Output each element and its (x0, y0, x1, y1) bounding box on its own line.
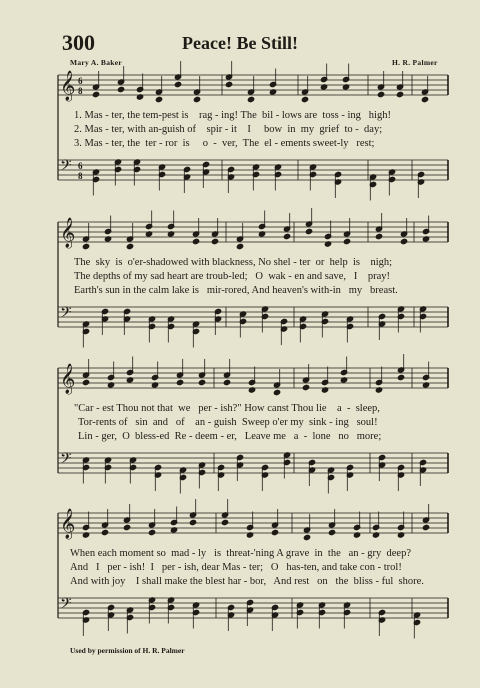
note-head (211, 238, 218, 244)
note-head (421, 96, 428, 102)
note-head (192, 238, 199, 244)
lyric-line-s3-v1: "Car - est Thou not that we per - ish?" How canst Thou lie a - sleep, (74, 403, 380, 414)
hymn-number: 300 (62, 30, 95, 55)
note-head (148, 529, 155, 535)
treble-clef-icon: 𝄞 (60, 364, 76, 394)
note-head (343, 238, 350, 244)
note-head (377, 91, 384, 97)
lyric-line-s4-v2: And I per - ish! I per - ish, dear Mas - ter; O has-ten, and take con - trol! (70, 562, 402, 573)
lyric-line-s1-v1: 1. Mas - ter, the tem-pest is rag - ing! The bil - lows are toss - ing high! (74, 110, 391, 121)
note-head (302, 384, 309, 390)
note-head (273, 389, 280, 395)
treble-clef-icon: 𝄞 (60, 71, 76, 101)
permission-footer: Used by permission of H. R. Palmer (70, 646, 185, 655)
lyric-line-s4-v3: And with joy I shall make the blest har - bor, And rest on the bliss - ful shore. (70, 576, 424, 587)
note-head (198, 379, 205, 385)
note-head (375, 233, 382, 239)
note-head (400, 238, 407, 244)
note-head (117, 86, 124, 92)
note-head (271, 529, 278, 535)
note-head (236, 243, 243, 249)
treble-clef-icon: 𝄞 (60, 509, 76, 539)
treble-clef-icon: 𝄞 (60, 218, 76, 248)
lyric-line-s1-v3: 3. Mas - ter, the ter - ror is o - ver, The el - ements sweet-ly rest; (74, 138, 375, 149)
lyric-line-s2-v3: Earth's sun in the calm lake is mir-rored, And heaven's with-in my breast. (74, 285, 398, 296)
note-head (189, 519, 196, 525)
svg-text:8: 8 (78, 86, 83, 96)
hymn-title: Peace! Be Still! (182, 33, 298, 53)
lyric-line-s3-v3: Lin - ger, O bless-ed Re - deem - er, Leave me a - lone no more; (78, 431, 382, 442)
bass-clef-icon: 𝄢 (60, 304, 72, 325)
lyric-line-s3-v2: Tor-rents of sin and of an - guish Sweep o'er my sink - ing soul! (78, 417, 378, 428)
lyric-line-s1-v2: 2. Mas - ter, with an-guish of spir - it I bow in my grief to - day; (74, 124, 383, 135)
note-head (174, 81, 181, 87)
time-signature: 6 (78, 161, 83, 171)
note-head (82, 379, 89, 385)
note-head (303, 534, 310, 540)
note-head (155, 96, 162, 102)
note-head (223, 379, 230, 385)
bass-clef-icon: 𝄢 (60, 595, 72, 616)
author-credit: Mary A. Baker (70, 58, 123, 67)
note-head (123, 524, 130, 530)
note-head (422, 524, 429, 530)
note-head (193, 96, 200, 102)
bass-clef-icon: 𝄢 (60, 450, 72, 471)
note-head (301, 96, 308, 102)
lyric-line-s4-v1: When each moment so mad - ly is threat-'ning A grave in the an - gry deep? (70, 548, 411, 559)
note-head (283, 233, 290, 239)
note-head (126, 243, 133, 249)
lyric-line-s2-v2: The depths of my sad heart are troub-led; O wak - en and save, I pray! (74, 271, 391, 282)
note-head (221, 519, 228, 525)
note-head (397, 374, 404, 380)
note-head (396, 91, 403, 97)
note-head (305, 228, 312, 234)
composer-credit: H. R. Palmer (392, 58, 438, 67)
note-head (247, 96, 254, 102)
svg-text:8: 8 (78, 171, 83, 181)
note-head (82, 243, 89, 249)
note-head (176, 379, 183, 385)
note-head (92, 91, 99, 97)
note-head (328, 529, 335, 535)
lyric-line-s2-v1: The sky is o'er-shadowed with blackness, No shel - ter or help is nigh; (74, 257, 393, 268)
note-head (101, 529, 108, 535)
time-signature: 6 (78, 76, 83, 86)
bass-clef-icon: 𝄢 (60, 157, 72, 178)
note-head (225, 81, 232, 87)
